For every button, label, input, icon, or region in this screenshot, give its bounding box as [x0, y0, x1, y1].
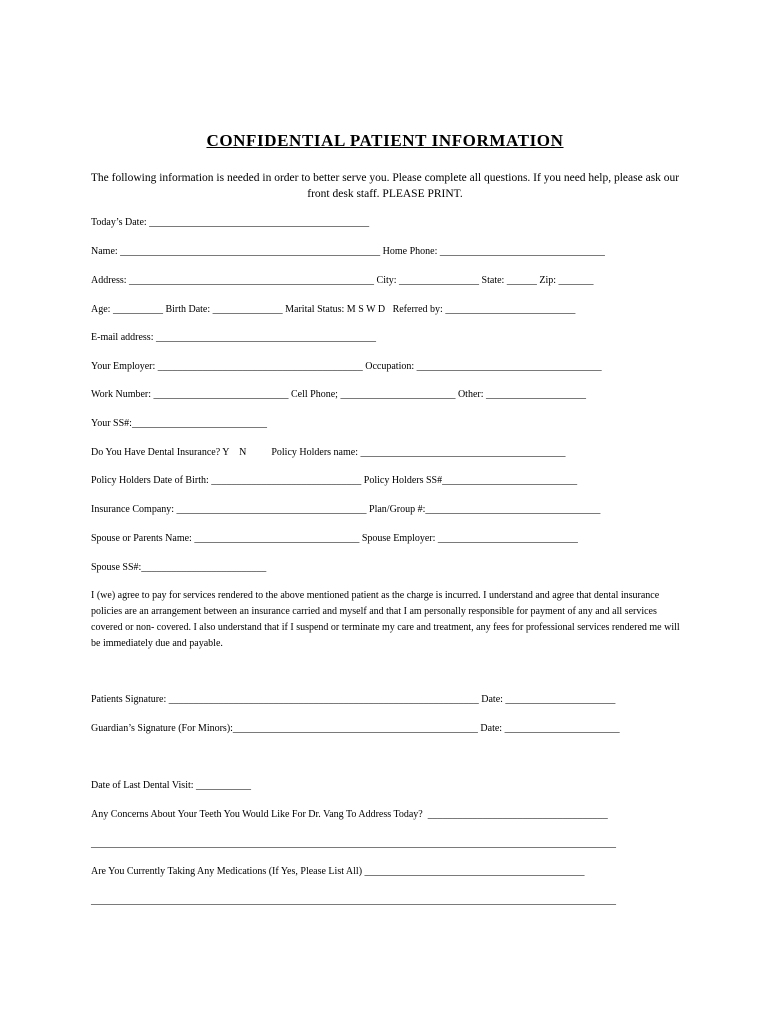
patient-signature-field[interactable]: Patients Signature: ______________________________________________________________ Date: ______________________ — [91, 694, 616, 705]
employer-occupation-field[interactable]: Your Employer: _________________________________________ Occupation: _____________________________________ — [91, 361, 602, 372]
todays-date-field[interactable]: Today’s Date: ____________________________________________ — [91, 217, 370, 228]
guardian-signature-field[interactable]: Guardian’s Signature (For Minors):_________________________________________________ Date: _______________________ — [91, 723, 620, 734]
last-visit-field[interactable]: Date of Last Dental Visit: ___________ — [91, 780, 252, 791]
dental-insurance-field[interactable]: Do You Have Dental Insurance? Y N Policy Holders name: _________________________________________ — [91, 447, 566, 458]
form-title: CONFIDENTIAL PATIENT INFORMATION — [206, 131, 564, 150]
ssn-field[interactable]: Your SS#:___________________________ — [91, 418, 267, 429]
insurance-company-field[interactable]: Insurance Company: ______________________________________ Plan/Group #:___________________________________ — [91, 504, 601, 515]
concerns-field[interactable]: Any Concerns About Your Teeth You Would Like For Dr. Vang To Address Today? ____________________________________ — [91, 809, 608, 820]
name-phone-field[interactable]: Name: ____________________________________________________ Home Phone: _________________________________ — [91, 246, 605, 257]
policy-holder-dob-field[interactable]: Policy Holders Date of Birth: ______________________________ Policy Holders SS#___________________________ — [91, 475, 578, 486]
age-birth-marital-field[interactable]: Age: __________ Birth Date: ______________ Marital Status: M S W D Referred by: __________________________ — [91, 304, 576, 315]
spouse-ssn-field[interactable]: Spouse SS#:_________________________ — [91, 562, 267, 573]
phone-numbers-field[interactable]: Work Number: ___________________________ Cell Phone; _______________________ Other: ____________________ — [91, 389, 587, 400]
payment-agreement: I (we) agree to pay for services rendered to the above mentioned patient as the charge is incurred. I understand and agree that dental insurance policies are an arrangement between an insurance carried and myself and that I am personally responsible for payment of any and all services covered or non- covered. I also understand that if I suspend or terminate my care and treatment, any fees for professional services rendered me will be immediately due and payable. — [91, 590, 680, 649]
concerns-extra-line[interactable]: _________________________________________________________________________________________________________ — [91, 838, 616, 849]
email-field[interactable]: E-mail address: ____________________________________________ — [91, 332, 376, 343]
form-instructions: The following information is needed in order to better serve you. Please complete all questions. If you need help, please ask our front desk staff. PLEASE PRINT. — [90, 172, 680, 200]
address-field[interactable]: Address: _________________________________________________ City: ________________ State: ______ Zip: _______ — [91, 275, 594, 286]
spouse-field[interactable]: Spouse or Parents Name: _________________________________ Spouse Employer: ____________________________ — [91, 533, 578, 544]
medications-extra-line[interactable]: _________________________________________________________________________________________________________ — [91, 895, 616, 906]
medications-field[interactable]: Are You Currently Taking Any Medications (If Yes, Please List All) ____________________________________________ — [91, 866, 585, 877]
